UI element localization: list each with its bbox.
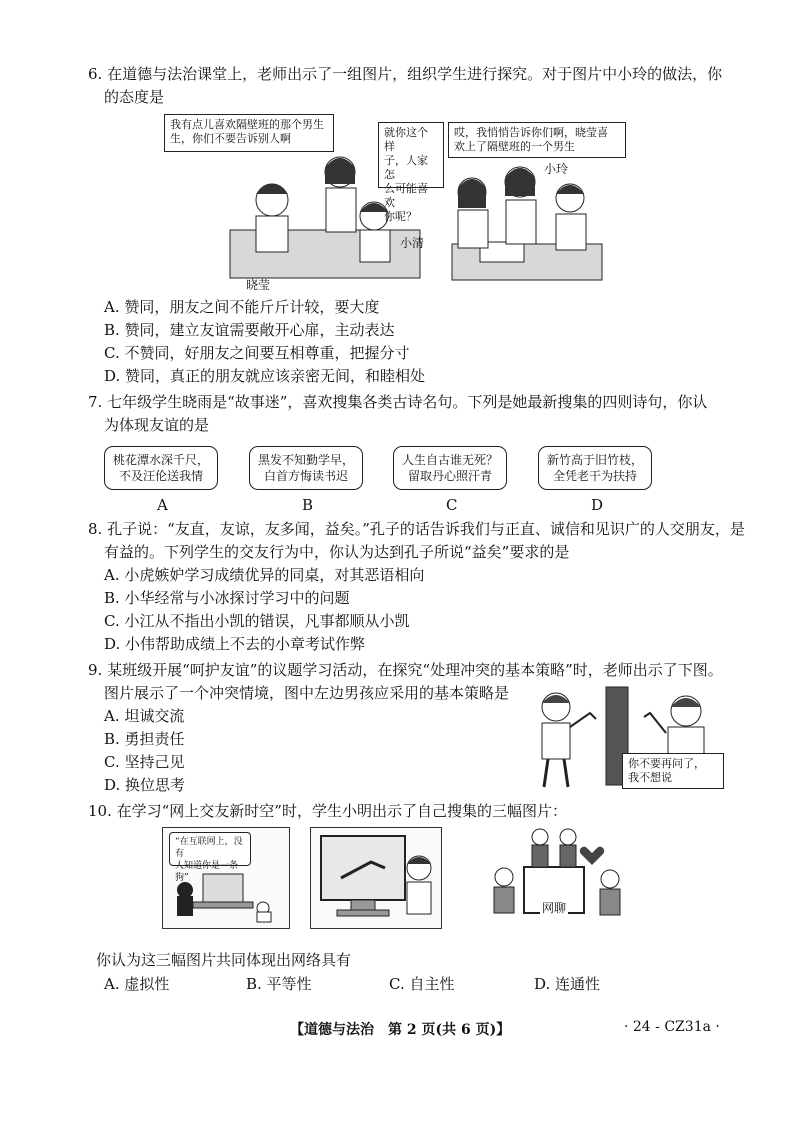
q6-speech-bubble-2: 就你这个样 子，人家怎 么可能喜欢 你呢？ xyxy=(378,122,444,188)
page-footer-code: · 24 - CZ31a · xyxy=(624,1019,720,1035)
q9-speech-bubble: 你不要再问了， 我不想说 xyxy=(622,753,724,789)
q7-label-d: D xyxy=(591,496,604,514)
q10-stem-line1: 10. 在学习“网上交友新时空”时，学生小明出示了自己搜集的三幅图片： xyxy=(88,802,567,820)
q7-poem-b: 黑发不知勤学早， 白首方悔读书迟 xyxy=(249,446,363,490)
q6-name-xiaoying: 晓莹 xyxy=(246,278,271,292)
q10-figure-1-caption: “在互联网上，没有 人知道你是一条狗” xyxy=(169,832,251,866)
q6-name-xiaoling: 小玲 xyxy=(544,162,569,176)
q7-stem-line1: 7. 七年级学生晓雨是“故事迷”，喜欢搜集各类古诗名句。下列是她最新搜集的四则诗句，你认 xyxy=(88,393,708,411)
q10-option-d: D. 连通性 xyxy=(534,975,601,993)
q7-label-c: C xyxy=(446,496,458,514)
q10-figure-3-label: 网聊 xyxy=(542,901,567,915)
q8-stem-line1: 8. 孔子说：“友直，友谅，友多闻，益矣。”孔子的话告诉我们与正直、诚信和见识广的人交朋友，是 xyxy=(88,520,745,538)
q9-option-d: D. 换位思考 xyxy=(104,776,186,794)
q8-option-b: B. 小华经常与小冰探讨学习中的问题 xyxy=(104,589,350,607)
q6-stem-line2: 的态度是 xyxy=(104,88,165,106)
q6-speech-bubble-1: 我有点儿喜欢隔壁班的那个男生 生，你们不要告诉别人啊 xyxy=(164,114,334,152)
page-footer-info: 【道德与法治 第 2 页(共 6 页)】 xyxy=(290,1022,511,1038)
q9-illustration xyxy=(510,683,732,791)
q10-option-a: A. 虚拟性 xyxy=(104,975,170,993)
q7-stem-line2: 为体现友谊的是 xyxy=(104,416,210,434)
q10-figure-1 xyxy=(162,827,290,929)
q7-label-a: A xyxy=(157,496,168,514)
q9-option-b: B. 勇担责任 xyxy=(104,730,185,748)
q9-option-c: C. 坚持己见 xyxy=(104,753,185,771)
q7-poem-c: 人生自古谁无死？ 留取丹心照汗青 xyxy=(393,446,507,490)
q6-option-c: C. 不赞同，好朋友之间要互相尊重，把握分寸 xyxy=(104,344,410,362)
q6-stem-line1: 6. 在道德与法治课堂上，老师出示了一组图片，组织学生进行探究。对于图片中小玲的做法，你 xyxy=(88,65,723,83)
q7-poem-a: 桃花潭水深千尺， 不及汪伦送我情 xyxy=(104,446,218,490)
q6-option-d: D. 赞同，真正的朋友就应该亲密无间，和睦相处 xyxy=(104,367,426,385)
q8-stem-line2: 有益的。下列学生的交友行为中，你认为达到孔子所说“益矣”要求的是 xyxy=(104,543,570,561)
q7-label-b: B xyxy=(302,496,314,514)
q10-option-c: C. 自主性 xyxy=(389,975,455,993)
q9-stem-line2: 图片展示了一个冲突情境，图中左边男孩应采用的基本策略是 xyxy=(104,684,510,702)
q10-figure-3 xyxy=(484,823,632,931)
q9-stem-line1: 9. 某班级开展“呵护友谊”的议题学习活动，在探究“处理冲突的基本策略”时，老师出示了下图。 xyxy=(88,661,723,679)
q10-figure-2-drawing xyxy=(311,828,441,928)
q8-option-a: A. 小虎嫉妒学习成绩优异的同桌，对其恶语相向 xyxy=(104,566,425,584)
q6-option-b: B. 赞同，建立友谊需要敞开心扉，主动表达 xyxy=(104,321,395,339)
q10-stem-line2: 你认为这三幅图片共同体现出网络具有 xyxy=(96,951,352,969)
q10-option-b: B. 平等性 xyxy=(246,975,312,993)
q6-name-xiaoqing: 小清 xyxy=(400,236,425,250)
q8-option-c: C. 小江从不指出小凯的错误，凡事都顺从小凯 xyxy=(104,612,410,630)
q6-illustration xyxy=(160,112,610,292)
q6-option-a: A. 赞同，朋友之间不能斤斤计较，要大度 xyxy=(104,298,380,316)
q8-option-d: D. 小伟帮助成绩上不去的小章考试作弊 xyxy=(104,635,366,653)
q9-option-a: A. 坦诚交流 xyxy=(104,707,185,725)
q7-poem-d: 新竹高于旧竹枝， 全凭老干为扶持 xyxy=(538,446,652,490)
q10-figure-2 xyxy=(310,827,442,929)
q6-speech-bubble-3: 哎，我悄悄告诉你们啊，晓莹喜 欢上了隔壁班的一个男生 xyxy=(448,122,626,158)
